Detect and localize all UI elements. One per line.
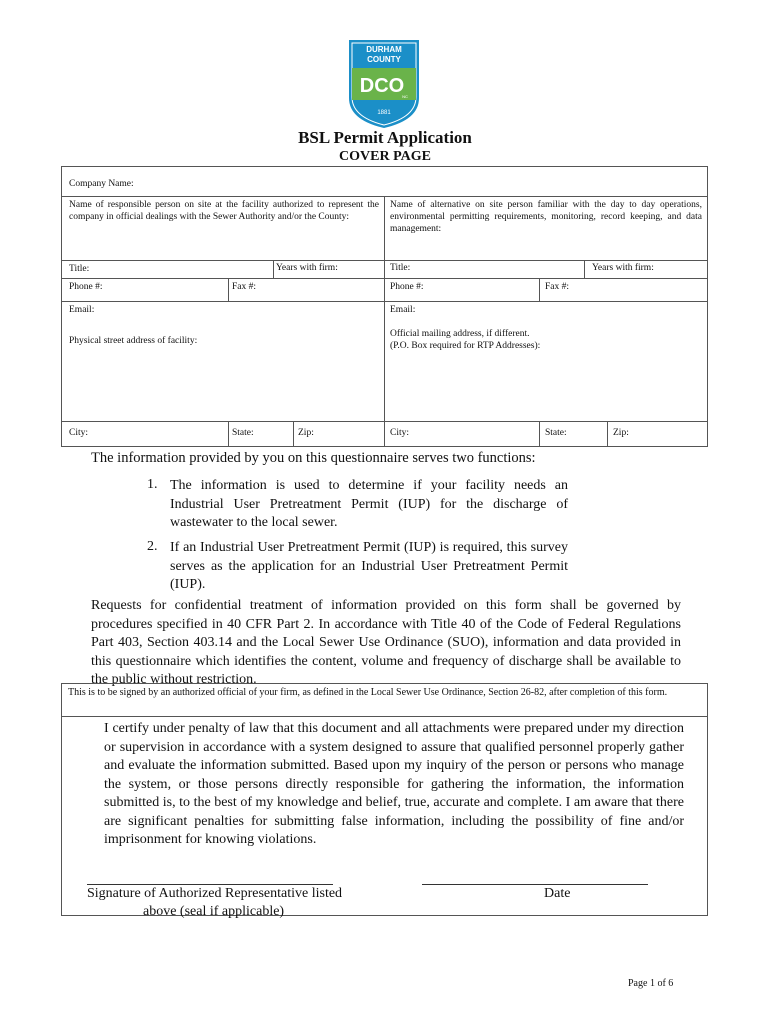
list-item: The information is used to determine if your facility needs an Industrial User Pretreatment Permit (IUP) for the discharge of wastewater to the local sewer. <box>170 478 568 530</box>
date-line[interactable] <box>422 884 648 885</box>
list-item-number: 1. <box>147 477 158 492</box>
page-title: BSL Permit Application <box>298 128 472 147</box>
info-intro: The information provided by you on this questionnaire serves two functions: <box>91 450 536 466</box>
durham-county-logo <box>347 38 421 130</box>
left-title-field[interactable]: Title: <box>69 264 90 274</box>
left-state-field[interactable]: State: <box>232 428 254 438</box>
left-city-field[interactable]: City: <box>69 428 89 438</box>
company-name-field[interactable]: Company Name: <box>69 179 134 189</box>
certification-statement: I certify under penalty of law that this document and all attachments were prepared under my direction or supervision in accordance with a system designed to assure that qualified personnel properly gather and evaluate the information submitted. Based upon my inquiry of the person or persons who manage the system, or those persons directly responsible for gathering the information, the information submitted is, to the best of my knowledge and belief, true, accurate and complete. I am aware that there are significant penalties for submitting false information, including the possibility of fine and/or imprisonment for knowing violations. <box>104 721 684 847</box>
left-email-field[interactable]: Email: <box>69 305 95 315</box>
left-address-field[interactable]: Physical street address of facility: <box>69 336 198 346</box>
right-phone-field[interactable]: Phone #: <box>390 282 424 292</box>
right-years-field[interactable]: Years with firm: <box>592 263 654 273</box>
right-state-field[interactable]: State: <box>545 428 567 438</box>
svg-text:1881: 1881 <box>377 110 391 116</box>
right-email-field[interactable]: Email: <box>390 305 416 315</box>
left-phone-field[interactable]: Phone #: <box>69 282 103 292</box>
right-zip-field[interactable]: Zip: <box>613 428 629 438</box>
certification-note: This is to be signed by an authorized official of your firm, as defined in the Local Sewer Use Ordinance, Section 26-82, after completion of this form. <box>68 687 668 698</box>
right-title-field[interactable]: Title: <box>390 263 411 273</box>
svg-text:DURHAM: DURHAM <box>366 45 402 54</box>
alternative-person-field[interactable]: Name of alternative on site person familiar with the day to day operations, environmental permitting requirements, monitoring, record keeping, and data management: <box>390 200 702 234</box>
right-address-line1[interactable]: Official mailing address, if different. <box>390 329 530 339</box>
list-item-number: 2. <box>147 539 158 554</box>
left-fax-field[interactable]: Fax #: <box>232 282 257 292</box>
right-city-field[interactable]: City: <box>390 428 410 438</box>
responsible-person-field[interactable]: Name of responsible person on site at the facility authorized to represent the company in official dealings with the Sewer Authority and/or the County: <box>69 200 379 222</box>
date-label: Date <box>544 886 571 901</box>
left-years-field[interactable]: Years with firm: <box>276 263 338 273</box>
svg-text:DCO: DCO <box>359 75 405 97</box>
page-number: Page 1 of 6 <box>628 978 674 989</box>
svg-text:COUNTY: COUNTY <box>367 55 401 64</box>
left-zip-field[interactable]: Zip: <box>298 428 314 438</box>
list-item: If an Industrial User Pretreatment Permit (IUP) is required, this survey serves as the application for an Industrial User Pretreatment Permit (IUP). <box>170 540 568 592</box>
right-address-line2: (P.O. Box required for RTP Addresses): <box>390 341 541 351</box>
svg-text:NC: NC <box>402 94 408 99</box>
signature-label: Signature of Authorized Representative listed <box>87 886 343 901</box>
page-subtitle: COVER PAGE <box>339 149 431 164</box>
signature-label-sub: above (seal if applicable) <box>143 904 285 919</box>
right-fax-field[interactable]: Fax #: <box>545 282 570 292</box>
confidential-paragraph: Requests for confidential treatment of information provided on this form shall be governed by procedures specified in 40 CFR Part 2. In accordance with Title 40 of the Code of Federal Regulations Part 403, Section 403.14 and the Local Sewer Use Ordinance (SUO), information and data provided in this questionnaire which identifies the content, volume and frequency of discharge shall be available to the public without restriction. <box>91 598 681 687</box>
